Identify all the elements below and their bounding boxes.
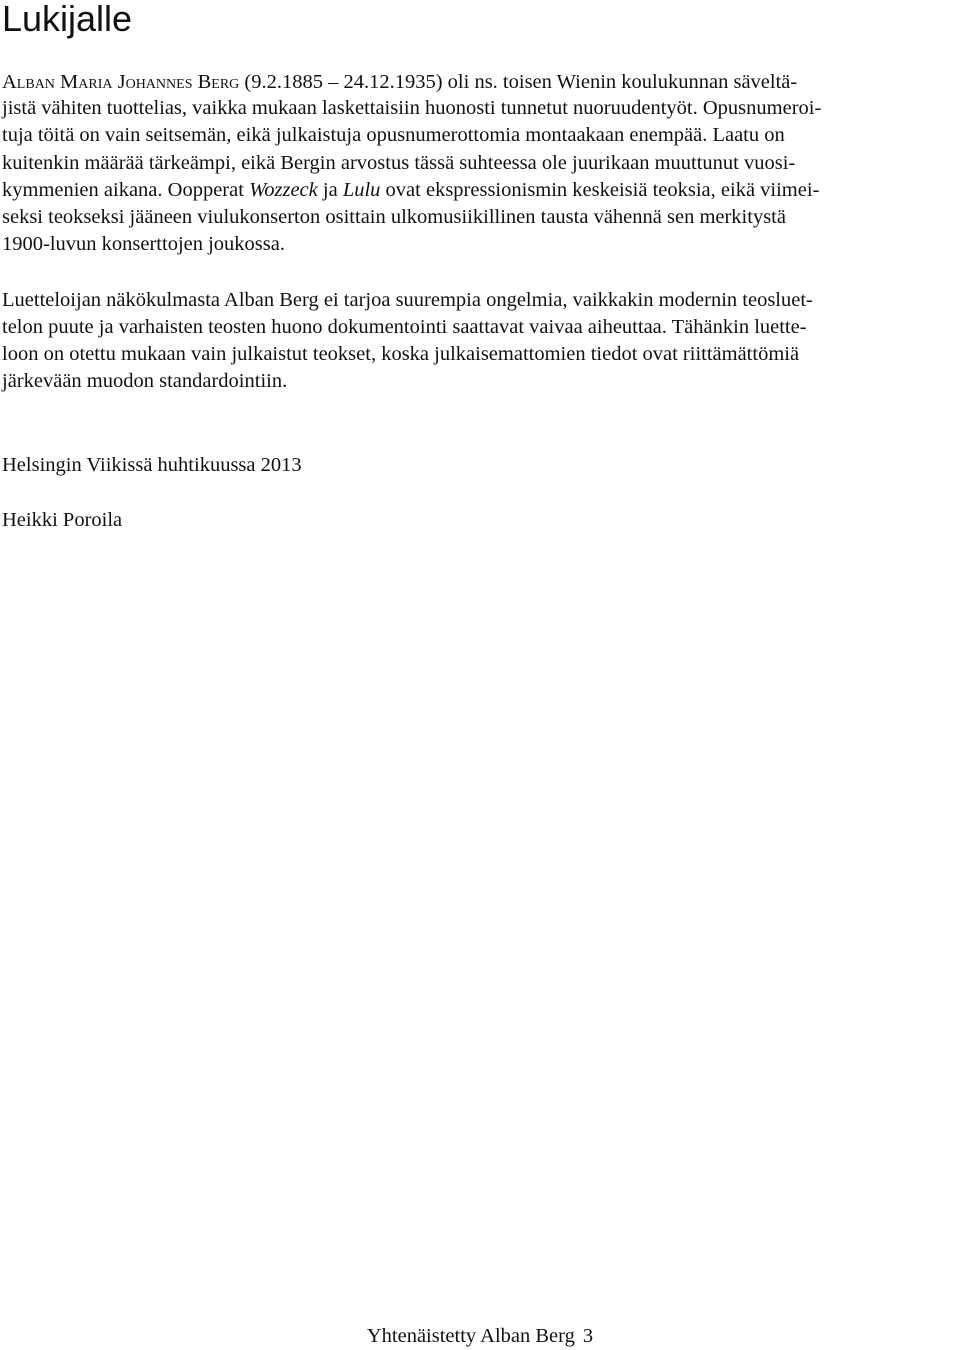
paragraph-cataloguing-line-2: telon puute ja varhaisten teosten huono dokumentointi saattavat vaivaa aiheuttaa. Tähänkin luette- <box>2 316 807 338</box>
running-title: Yhtenäistetty Alban Berg <box>366 1325 575 1347</box>
paragraph-intro-line-5 <box>2 177 819 203</box>
line-text: kymmenien aikana. Oopperat <box>2 179 250 201</box>
page-heading: Lukijalle <box>2 0 133 39</box>
line-text: ovat ekspressionismin keskeisiä teoksia, eikä viimei- <box>380 179 820 201</box>
paragraph-intro-line-6: seksi teokseksi jääneen viulukonserton osittain ulkomusiikillinen tausta vähennä sen merkitystä <box>2 206 786 228</box>
work-title-wozzeck: Wozzeck <box>249 179 318 201</box>
page-number: 3 <box>582 1325 594 1347</box>
paragraph-cataloguing-line-3: loon on otettu mukaan vain julkaistut teokset, koska julkaisemattomien tiedot ovat riittämättömiä <box>2 343 800 365</box>
paragraph-intro-line-1 <box>2 69 797 95</box>
signature: Heikki Poroila <box>2 509 123 531</box>
paragraph-intro-line-7: 1900-luvun konserttojen joukossa. <box>2 233 285 255</box>
paragraph-intro-line-2: jistä vähiten tuottelias, vaikka mukaan laskettaisiin huonosti tunnetut nuoruudentyöt. Opusnumeroi- <box>2 97 822 119</box>
paragraph-cataloguing-line-1: Luetteloijan näkökulmasta Alban Berg ei tarjoa suurempia ongelmia, vaikkakin modernin teosluet- <box>2 289 813 311</box>
paragraph-intro-line-4: kuitenkin määrää tärkeämpi, eikä Bergin arvostus tässä suhteessa ole juurikaan muuttunut vuosi- <box>2 152 796 174</box>
place-date: Helsingin Viikissä huhtikuussa 2013 <box>2 454 302 476</box>
line-text: (9.2.1885 – 24.12.1935) oli ns. toisen Wienin koulukunnan säveltä- <box>239 71 798 93</box>
line-text: ja <box>317 179 343 201</box>
composer-name: Alban Maria Johannes Berg <box>2 71 240 93</box>
paragraph-intro-line-3: tuja töitä on vain seitsemän, eikä julkaistuja opusnumerottomia montaakaan enempää. Laatu on <box>2 124 785 146</box>
work-title-lulu: Lulu <box>342 179 381 201</box>
paragraph-cataloguing-line-4: järkevään muodon standardointiin. <box>2 370 288 392</box>
page-footer <box>0 1323 960 1349</box>
